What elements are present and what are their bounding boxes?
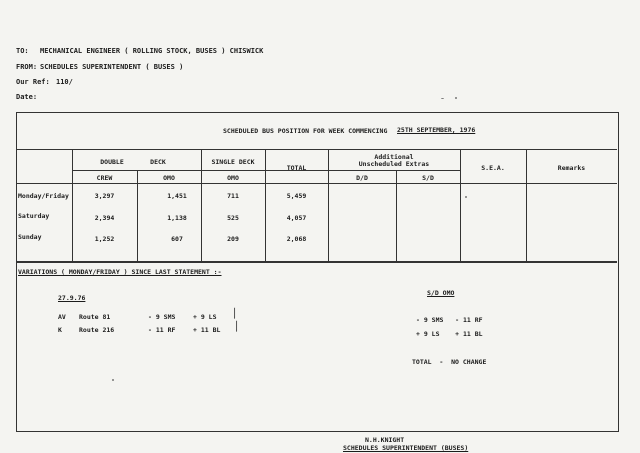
subheader-crew: CREW <box>96 174 113 182</box>
vrule-crew-omo <box>137 170 138 261</box>
row-day-label: Sunday <box>18 233 42 241</box>
variations-date: 27.9.76 <box>58 294 86 302</box>
row-day-label: Monday/Friday <box>18 192 69 200</box>
variation-change-plus: + 9 LS <box>193 313 217 321</box>
cell-crew: 3,297 <box>94 192 115 200</box>
scan-speck <box>112 379 114 381</box>
cell-total: 2,068 <box>286 235 307 243</box>
bus-position-sheet <box>16 112 619 432</box>
vrule-dd-sd <box>396 170 397 261</box>
header-remarks: Remarks <box>557 164 586 172</box>
cell-dd-omo: 1,138 <box>167 214 187 222</box>
date-label: Date: <box>16 93 38 101</box>
cell-total: 5,459 <box>286 192 307 200</box>
sd-omo-line-1: - 9 SMS - 11 RF <box>416 316 483 324</box>
row-day-label: Saturday <box>18 212 50 220</box>
to-label: TO: <box>16 47 29 55</box>
cell-sd-omo: 711 <box>227 192 239 200</box>
cell-dd-omo: 607 <box>171 235 183 243</box>
subheader-sd-omo: OMO <box>227 174 239 182</box>
tick-mark-icon: / <box>228 305 241 321</box>
tick-mark-icon: / <box>230 318 243 334</box>
header-deck: DECK <box>150 158 166 166</box>
header-unscheduled: Unscheduled Extras <box>358 160 430 168</box>
rule-title-bottom <box>17 149 617 150</box>
to-recipient: MECHANICAL ENGINEER ( ROLLING STOCK, BUSES ) CHISWICK <box>40 47 264 55</box>
scan-speck <box>455 97 457 99</box>
signatory-name: N.H.KNIGHT <box>365 436 405 444</box>
scan-speck <box>441 98 444 99</box>
cell-sd-omo: 525 <box>227 214 239 222</box>
variation-change-minus: - 9 SMS <box>148 313 176 321</box>
subheader-dd-omo: OMO <box>163 174 175 182</box>
from-sender: SCHEDULES SUPERINTENDENT ( BUSES ) <box>40 63 184 71</box>
cell-dd-omo: 1,451 <box>167 192 187 200</box>
sd-omo-heading: S/D OMO <box>427 289 455 297</box>
variation-change-minus: - 11 RF <box>148 326 176 334</box>
signatory-title: SCHEDULES SUPERINTENDENT (BUSES) <box>343 444 469 452</box>
total-no-change: TOTAL - NO CHANGE <box>412 358 487 366</box>
header-total: TOTAL <box>286 164 307 172</box>
scan-speck <box>465 196 467 198</box>
vrule-1 <box>72 149 73 261</box>
table-title: SCHEDULED BUS POSITION FOR WEEK COMMENCING <box>223 127 388 135</box>
ref-value: 110/ <box>56 78 73 86</box>
variation-route: Route 216 <box>79 326 115 334</box>
header-additional: Additional <box>374 153 414 161</box>
subheader-dd: D/D <box>356 174 368 182</box>
variation-code: K <box>58 326 62 334</box>
sd-omo-line-2: + 9 LS + 11 BL <box>416 330 483 338</box>
variation-route: Route 81 <box>79 313 111 321</box>
cell-sd-omo: 209 <box>227 235 239 243</box>
rule-table-bottom <box>17 261 617 263</box>
cell-crew: 2,394 <box>94 214 115 222</box>
header-sea: S.E.A. <box>481 164 505 172</box>
rule-header-bottom <box>17 183 617 184</box>
header-double: DOUBLE <box>100 158 124 166</box>
cell-total: 4,057 <box>286 214 307 222</box>
variation-code: AV <box>58 313 66 321</box>
variations-heading: VARIATIONS ( MONDAY/FRIDAY ) SINCE LAST STATEMENT :- <box>18 268 222 276</box>
variation-change-plus: + 11 BL <box>193 326 221 334</box>
from-label: FROM: <box>16 63 38 71</box>
ref-label: Our Ref: <box>16 78 50 86</box>
week-date: 25TH SEPTEMBER, 1976 <box>397 126 476 134</box>
subheader-sd: S/D <box>422 174 434 182</box>
header-single-deck: SINGLE DECK <box>211 158 255 166</box>
cell-crew: 1,252 <box>94 235 115 243</box>
